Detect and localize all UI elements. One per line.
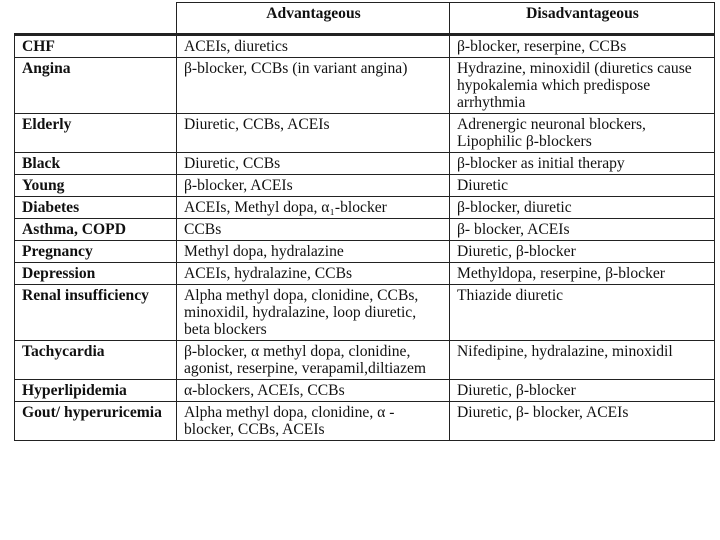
advantageous-cell: β-blocker, α methyl dopa, clonidine, agonist, reserpine, verapamil,diltiazem (177, 341, 450, 380)
table-row (15, 58, 715, 114)
condition-cell: Diabetes (15, 197, 177, 219)
header-disadvantageous: Disadvantageous (450, 3, 715, 35)
disadvantageous-cell: Diuretic, β- blocker, ACEIs (450, 402, 715, 441)
condition-cell: Depression (15, 263, 177, 285)
table-row (15, 114, 715, 153)
advantageous-cell: Diuretic, CCBs (177, 153, 450, 175)
advantageous-cell: β-blocker, ACEIs (177, 175, 450, 197)
disadvantageous-cell: Nifedipine, hydralazine, minoxidil (450, 341, 715, 380)
table-row (15, 402, 715, 441)
table-row (15, 241, 715, 263)
disadvantageous-cell: Methyldopa, reserpine, β-blocker (450, 263, 715, 285)
condition-cell: Tachycardia (15, 341, 177, 380)
condition-cell: CHF (15, 35, 177, 58)
table-row (15, 341, 715, 380)
disadvantageous-cell: β-blocker as initial therapy (450, 153, 715, 175)
header-advantageous: Advantageous (177, 3, 450, 35)
condition-cell: Young (15, 175, 177, 197)
advantageous-cell: α-blockers, ACEIs, CCBs (177, 380, 450, 402)
advantageous-cell: Methyl dopa, hydralazine (177, 241, 450, 263)
table-row (15, 197, 715, 219)
condition-cell: Angina (15, 58, 177, 114)
advantageous-cell: β-blocker, CCBs (in variant angina) (177, 58, 450, 114)
drug-comparison-table (14, 2, 715, 441)
advantageous-cell: CCBs (177, 219, 450, 241)
condition-cell: Pregnancy (15, 241, 177, 263)
disadvantageous-cell: β-blocker, reserpine, CCBs (450, 35, 715, 58)
condition-cell: Elderly (15, 114, 177, 153)
table-row (15, 380, 715, 402)
table-row (15, 175, 715, 197)
disadvantageous-cell: Diuretic, β-blocker (450, 380, 715, 402)
condition-cell: Gout/ hyperuricemia (15, 402, 177, 441)
disadvantageous-cell: Hydrazine, minoxidil (diuretics cause hypokalemia which predispose arrhythmia (450, 58, 715, 114)
disadvantageous-cell: β-blocker, diuretic (450, 197, 715, 219)
advantageous-cell: Diuretic, CCBs, ACEIs (177, 114, 450, 153)
header-corner-cell (15, 3, 177, 35)
condition-cell: Hyperlipidemia (15, 380, 177, 402)
table-row (15, 153, 715, 175)
table-row (15, 219, 715, 241)
advantageous-cell: Alpha methyl dopa, clonidine, CCBs, minoxidil, hydralazine, loop diuretic, beta blockers (177, 285, 450, 341)
table-row (15, 285, 715, 341)
table-row (15, 263, 715, 285)
condition-cell: Black (15, 153, 177, 175)
table-header-row (15, 3, 715, 35)
disadvantageous-cell: Adrenergic neuronal blockers, Lipophilic β-blockers (450, 114, 715, 153)
advantageous-cell: ACEIs, hydralazine, CCBs (177, 263, 450, 285)
disadvantageous-cell: Diuretic, β-blocker (450, 241, 715, 263)
condition-cell: Renal insufficiency (15, 285, 177, 341)
advantageous-cell: Alpha methyl dopa, clonidine, α - blocker, CCBs, ACEIs (177, 402, 450, 441)
disadvantageous-cell: Diuretic (450, 175, 715, 197)
disadvantageous-cell: β- blocker, ACEIs (450, 219, 715, 241)
condition-cell: Asthma, COPD (15, 219, 177, 241)
advantageous-cell: ACEIs, Methyl dopa, α₁-blocker (177, 197, 450, 219)
table-row (15, 35, 715, 58)
disadvantageous-cell: Thiazide diuretic (450, 285, 715, 341)
advantageous-cell: ACEIs, diuretics (177, 35, 450, 58)
